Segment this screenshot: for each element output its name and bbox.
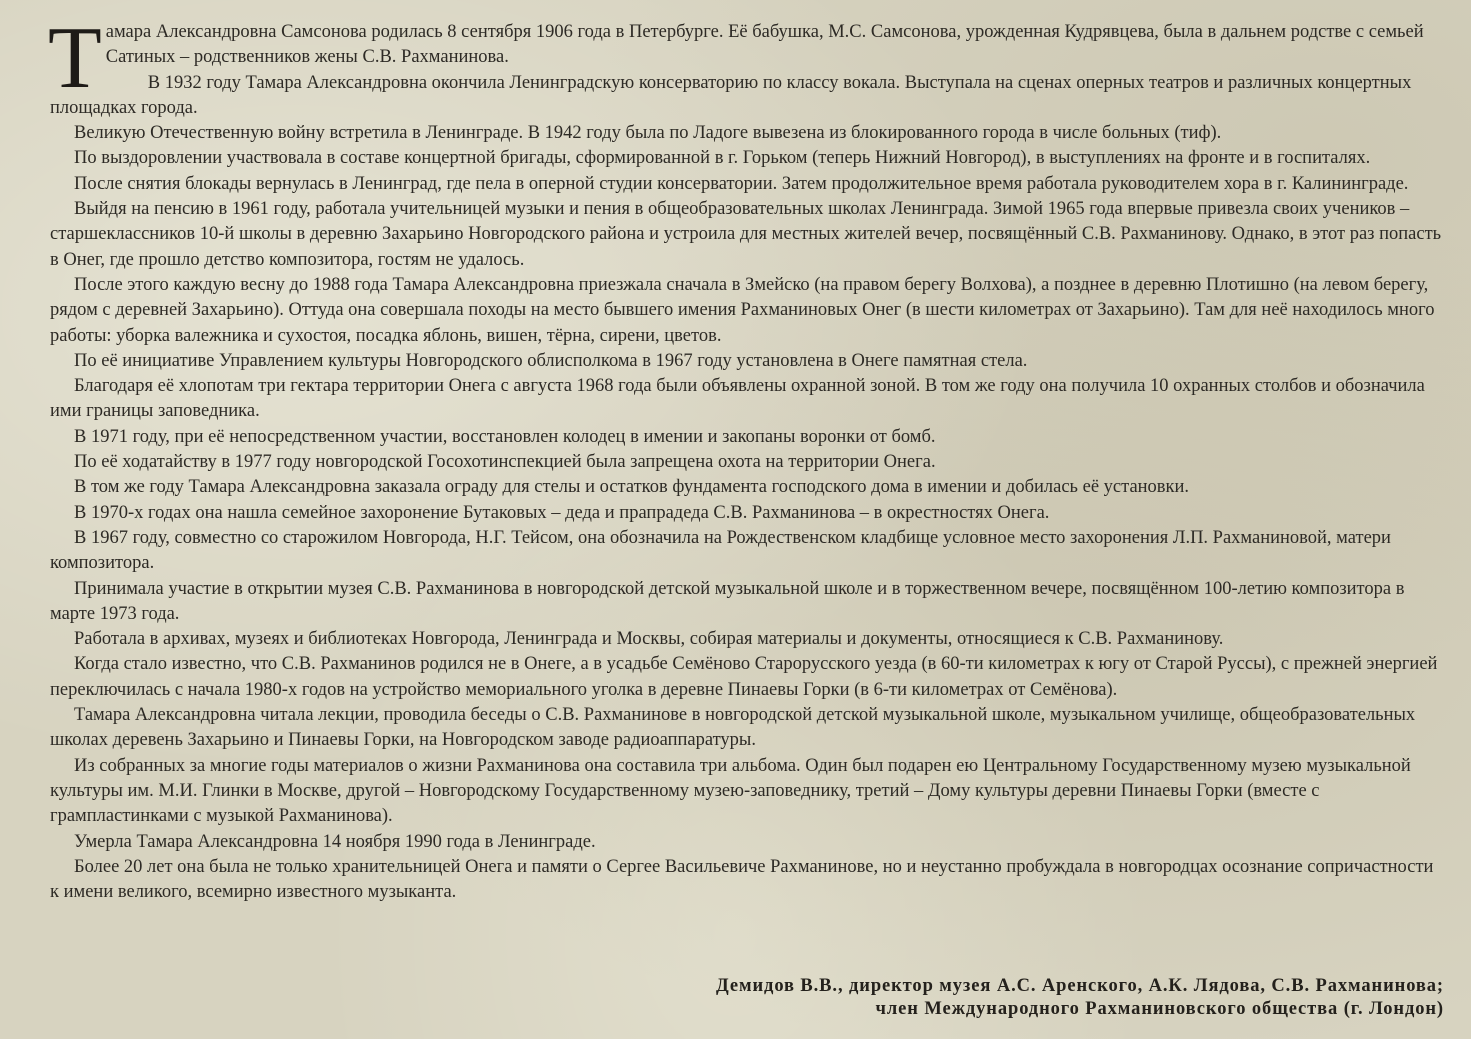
paragraph: В том же году Тамара Александровна заказала ограду для стелы и остатков фундамента господского дома в имении и добилась её установки. — [74, 477, 1190, 498]
paragraph-intro-text: амара Александровна Самсонова родилась 8 сентября 1906 года в Петербурге. Её бабушка, М.С. Самсонова, урожденная Кудрявцева, была в дальнем родстве с семьей Сатиных – родственников жены С.В. Рахманинова. — [105, 22, 1424, 68]
paragraph: По её инициативе Управлением культуры Новгородского облисполкома в 1967 году установлена в Онеге памятная стела. — [74, 350, 1028, 371]
drop-cap-letter: Т — [48, 10, 102, 107]
paragraph: Благодаря её хлопотам три гектара территории Онега с августа 1968 года были объявлены охранной зоной. В том же году она получила 10 охранных столбов и обозначила ими границы заповедника. — [50, 376, 1425, 422]
paragraph: Когда стало известно, что С.В. Рахманинов родился не в Онеге, а в усадьбе Семёново Старорусского уезда (в 60-ти километрах к югу от Старой Руссы), с прежней энергией переключилась с начала 1980-х годов на устройство мемориального уголка в деревне Пинаевы Горки (в 6-ти километрах от Семёнова). — [50, 654, 1438, 700]
paragraph: Работала в архивах, музеях и библиотеках Новгорода, Ленинграда и Москвы, собирая материалы и документы, относящиеся к С.В. Рахманинову. — [74, 629, 1224, 650]
paragraph: После этого каждую весну до 1988 года Тамара Александровна приезжала сначала в Змейско (на правом берегу Волхова), а позднее в деревню Плотишно (на левом берегу, рядом с деревней Захарьино). Оттуда она совершала походы на место бывшего имения Рахманиновых Онег (в шести километрах от Захарьино). Там для неё находилось много работы: уборка валежника и сухостоя, посадка яблонь, вишен, тёрна, сирени, цветов. — [50, 274, 1435, 346]
paragraph: Тамара Александровна читала лекции, проводила беседы о С.В. Рахманинове в новгородской детской музыкальной школе, музыкальном училище, общеобразовательных школах деревень Захарьино и Пинаевы Горки, на Новгородском заводе радиоаппаратуры. — [50, 705, 1416, 751]
signature-line-author: Демидов В.В., директор музея А.С. Аренского, А.К. Лядова, С.В. Рахманинова; — [716, 976, 1444, 996]
paragraph: После снятия блокады вернулась в Ленинград, где пела в оперной студии консерватории. Затем продолжительное время работала руководителем хора в г. Калининграде. — [74, 173, 1409, 194]
paragraph: По выздоровлении участвовала в составе концертной бригады, сформированной в г. Горьком (теперь Нижний Новгород), в выступлениях на фронте и в госпиталях. — [74, 148, 1371, 169]
paragraph: Великую Отечественную войну встретила в Ленинграде. В 1942 году была по Ладоге вывезена из блокированного города в числе больных (тиф). — [74, 123, 1222, 144]
signature-line-membership: член Международного Рахманиновского общества (г. Лондон) — [875, 999, 1444, 1019]
paragraph: Из собранных за многие годы материалов о жизни Рахманинова она составила три альбома. Один был подарен ею Центральному Государственному музею музыкальной культуры им. М.И. Глинки в Москве, другой – Новгородскому Государственному музею-заповеднику, третий – Дому культуры деревни Пинаевы Горки (вместе с грампластинками с музыкой Рахманинова). — [50, 755, 1411, 827]
paragraph: В 1967 году, совместно со старожилом Новгорода, Н.Г. Тейсом, она обозначила на Рождественском кладбище условное место захоронения Л.П. Рахманиновой, матери композитора. — [50, 527, 1391, 574]
paragraph: Принимала участие в открытии музея С.В. Рахманинова в новгородской детской музыкальной школе и в торжественном вечере, посвящённом 100-летию композитора в марте 1973 года. — [50, 578, 1405, 624]
article-body — [48, 10, 1442, 905]
author-signature — [716, 975, 1444, 1021]
paragraph-intro — [48, 10, 1442, 121]
paragraph: В 1971 году, при её непосредственном участии, восстановлен колодец в имении и закопаны воронки от бомб. — [74, 426, 936, 447]
paragraph: Выйдя на пенсию в 1961 году, работала учительницей музыки и пения в общеобразовательных школах Ленинграда. Зимой 1965 года впервые привезла своих учеников – старшеклассников 10-й школы в деревню Захарьино Новгородского района и устроила для местных жителей вечер, посвящённый С.В. Рахманинову. Однако, в этот раз попасть в Онег, где прошло детство композитора, гостям не удалось. — [50, 199, 1442, 270]
paragraph: По её ходатайству в 1977 году новгородской Госохотинспекцией была запрещена охота на территории Онега. — [74, 452, 936, 473]
paragraph: Более 20 лет она была не только хранительницей Онега и памяти о Сергее Васильевиче Рахманинове, но и неустанно пробуждала в новгородцах осознание сопричастности к имени великого, всемирно известного музыканта. — [50, 856, 1434, 903]
paragraph: В 1970-х годах она нашла семейное захоронение Бутаковых – деда и прапрадеда С.В. Рахманинова – в окрестностях Онега. — [74, 502, 1050, 523]
paragraph-conservatory-text: В 1932 году Тамара Александровна окончила Ленинградскую консерваторию по классу вокала. Выступала на сценах оперных театров и различных концертных площадках города. — [50, 72, 1412, 118]
paragraph: Умерла Тамара Александровна 14 ноября 1990 года в Ленинграде. — [74, 831, 596, 852]
